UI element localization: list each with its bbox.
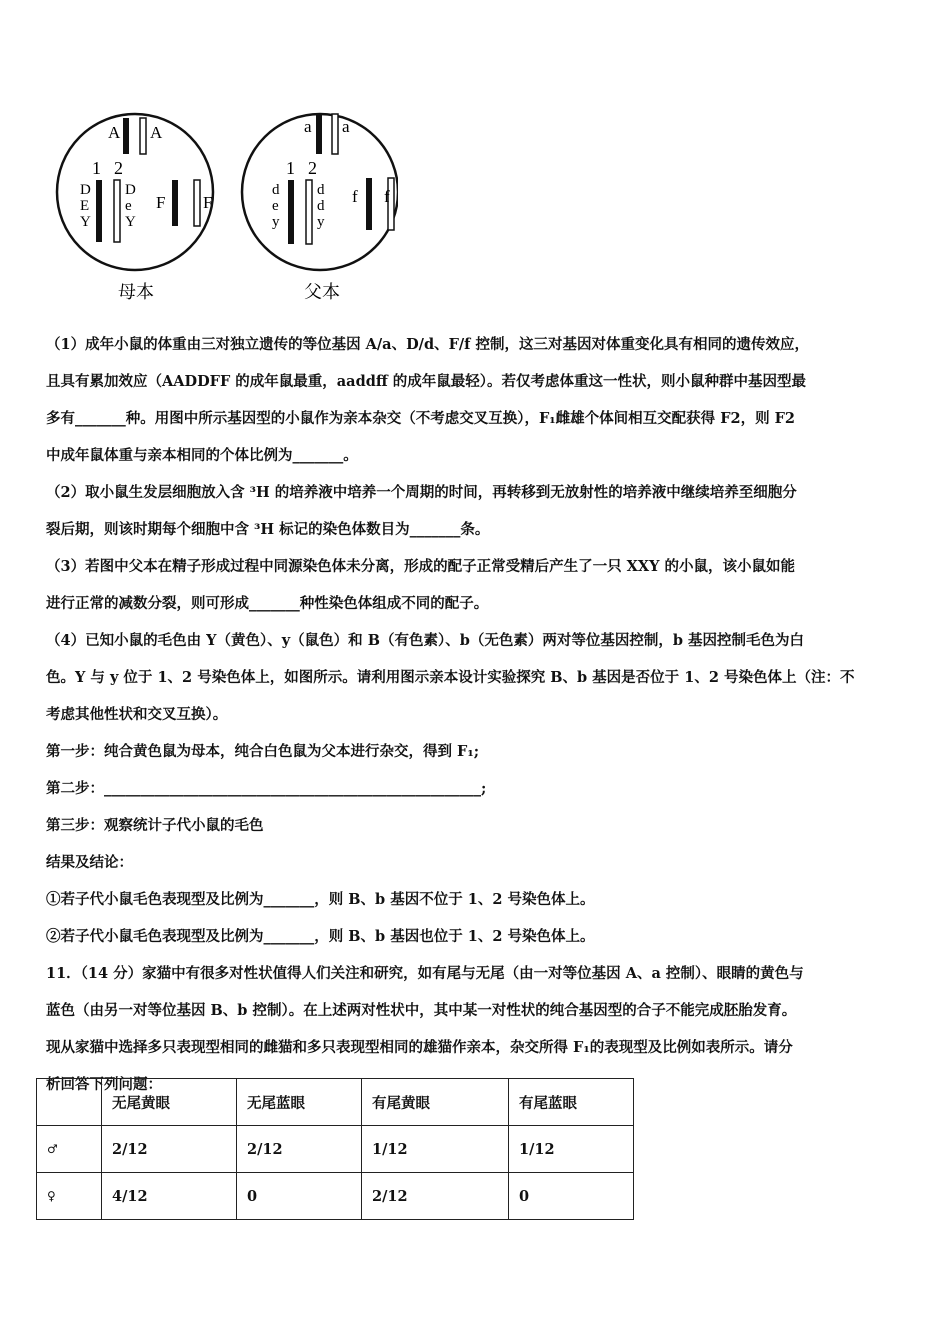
table-header-cell: 无尾蓝眼: [237, 1079, 362, 1126]
question-body: [46, 326, 908, 1103]
paragraph-line: 11．（14 分）家猫中有很多对性状值得人们关注和研究，如有尾与无尾（由一对等位基因 A、a 控制）、眼睛的黄色与: [46, 965, 804, 982]
father-cell: [242, 114, 398, 303]
mother-chr-num-1: 1: [92, 158, 101, 178]
mother-gene-A-left: A: [108, 123, 121, 142]
paragraph-line: 多有_______种。用图中所示基因型的小鼠作为亲本杂交（不考虑交叉互换），F₁雌雄个体间相互交配获得 F2，则 F2: [46, 410, 796, 427]
mother-chr1-gene-2: Y: [80, 214, 91, 230]
chromosome-figure: [48, 98, 398, 308]
paragraph-line: 现从家猫中选择多只表现型相同的雌猫和多只表现型相同的雄猫作亲本，杂交所得 F₁的表现型及比例如表所示。请分: [46, 1039, 793, 1056]
mother-chr2-gene-0: D: [125, 182, 136, 198]
table-cell: 1/12: [509, 1126, 634, 1173]
mother-chr2-gene-2: Y: [125, 214, 136, 230]
table-cell: 0: [237, 1173, 362, 1220]
paragraph-line: 第一步：纯合黄色鼠为母本，纯合白色鼠为父本进行杂交，得到 F₁;: [46, 743, 480, 760]
father-chr2-gene-2: y: [317, 214, 325, 230]
mother-chr1-gene-0: D: [80, 182, 91, 198]
father-gene-a-left: a: [304, 117, 312, 136]
paragraph-line: （3）若图中父本在精子形成过程中同源染色体未分离，形成的配子正常受精后产生了一只 XXY 的小鼠，该小鼠如能: [46, 558, 796, 575]
paragraph-line: ①若子代小鼠毛色表现型及比例为_______，则 B、b 基因不位于 1、2 号染色体上。: [46, 891, 595, 908]
mother-gene-F-right: F: [203, 193, 213, 212]
paragraph-line: （2）取小鼠生发层细胞放入含 ³H 的培养液中培养一个周期的时间，再转移到无放射性的培养液中继续培养至细胞分: [46, 484, 797, 501]
table-cell: 0: [509, 1173, 634, 1220]
paragraph-line: （4）已知小鼠的毛色由 Y（黄色）、y（鼠色）和 B（有色素）、b（无色素）两对等位基因控制，b 基因控制毛色为白: [46, 632, 805, 649]
father-chr1-gene-1: e: [272, 198, 279, 214]
table-cell: 2/12: [237, 1126, 362, 1173]
paragraph-line: 第三步：观察统计子代小鼠的毛色: [46, 817, 264, 834]
table-header-cell: [37, 1079, 102, 1126]
father-chr2-gene-0: d: [317, 182, 325, 198]
father-chr1-gene-0: d: [272, 182, 280, 198]
paragraph-line: 色。Y 与 y 位于 1、2 号染色体上，如图所示。请利用图示亲本设计实验探究 B、b 基因是否位于 1、2 号染色体上（注：不: [46, 669, 855, 686]
mother-cell: [57, 114, 213, 303]
paragraph-line: 考虑其他性状和交叉互换）。: [46, 706, 228, 723]
paragraph-line: 中成年鼠体重与亲本相同的个体比例为_______。: [46, 447, 358, 464]
paragraph-line: 裂后期，则该时期每个细胞中含 ³H 标记的染色体数目为_______条。: [46, 521, 490, 538]
father-caption: 父本: [304, 282, 340, 303]
paragraph-line: 结果及结论：: [46, 854, 133, 871]
mother-chr2-gene-1: e: [125, 198, 132, 214]
mother-chr1-gene-1: E: [80, 198, 90, 214]
table-header-cell: 有尾蓝眼: [509, 1079, 634, 1126]
paragraph-line: ②若子代小鼠毛色表现型及比例为_______，则 B、b 基因也位于 1、2 号染色体上。: [46, 928, 595, 945]
paragraph-line: 且具有累加效应（AADDFF 的成年鼠最重，aaddff 的成年鼠最轻）。若仅考虑体重这一性状，则小鼠种群中基因型最: [46, 373, 807, 390]
father-chr-num-1: 1: [286, 158, 295, 178]
table-cell-sex: ♀: [37, 1173, 102, 1220]
table-header-cell: 有尾黄眼: [362, 1079, 509, 1126]
table-cell: 4/12: [102, 1173, 237, 1220]
father-gene-a-right: a: [342, 117, 350, 136]
father-chr2-gene-1: d: [317, 198, 325, 214]
table-header-row: [37, 1079, 634, 1126]
father-chr1-gene-2: y: [272, 214, 280, 230]
table-cell: 1/12: [362, 1126, 509, 1173]
table-row: [37, 1173, 634, 1220]
paragraph-line: 第二步：____________________________________________________;: [46, 780, 487, 797]
f1-phenotype-table: [36, 1078, 634, 1220]
mother-gene-F-left: F: [156, 193, 166, 212]
paragraph-line: （1）成年小鼠的体重由三对独立遗传的等位基因 A/a、D/d、F/f 控制，这三对基因对体重变化具有相同的遗传效应，: [46, 336, 809, 353]
father-chr-num-2: 2: [308, 158, 317, 178]
paragraph-line: 析回答下列问题：: [46, 1076, 162, 1093]
father-gene-f-right: f: [384, 187, 390, 206]
table-cell-sex: ♂: [37, 1126, 102, 1173]
table-header-cell: 无尾黄眼: [102, 1079, 237, 1126]
mother-caption: 母本: [118, 282, 154, 303]
table-cell: 2/12: [362, 1173, 509, 1220]
father-gene-f-left: f: [352, 187, 358, 206]
mother-gene-A-right: A: [150, 123, 163, 142]
table-cell: 2/12: [102, 1126, 237, 1173]
table-row: [37, 1126, 634, 1173]
mother-chr-num-2: 2: [114, 158, 123, 178]
paragraph-line: 蓝色（由另一对等位基因 B、b 控制）。在上述两对性状中，其中某一对性状的纯合基因型的合子不能完成胚胎发育。: [46, 1002, 797, 1019]
paragraph-line: 进行正常的减数分裂，则可形成_______种性染色体组成不同的配子。: [46, 595, 489, 612]
